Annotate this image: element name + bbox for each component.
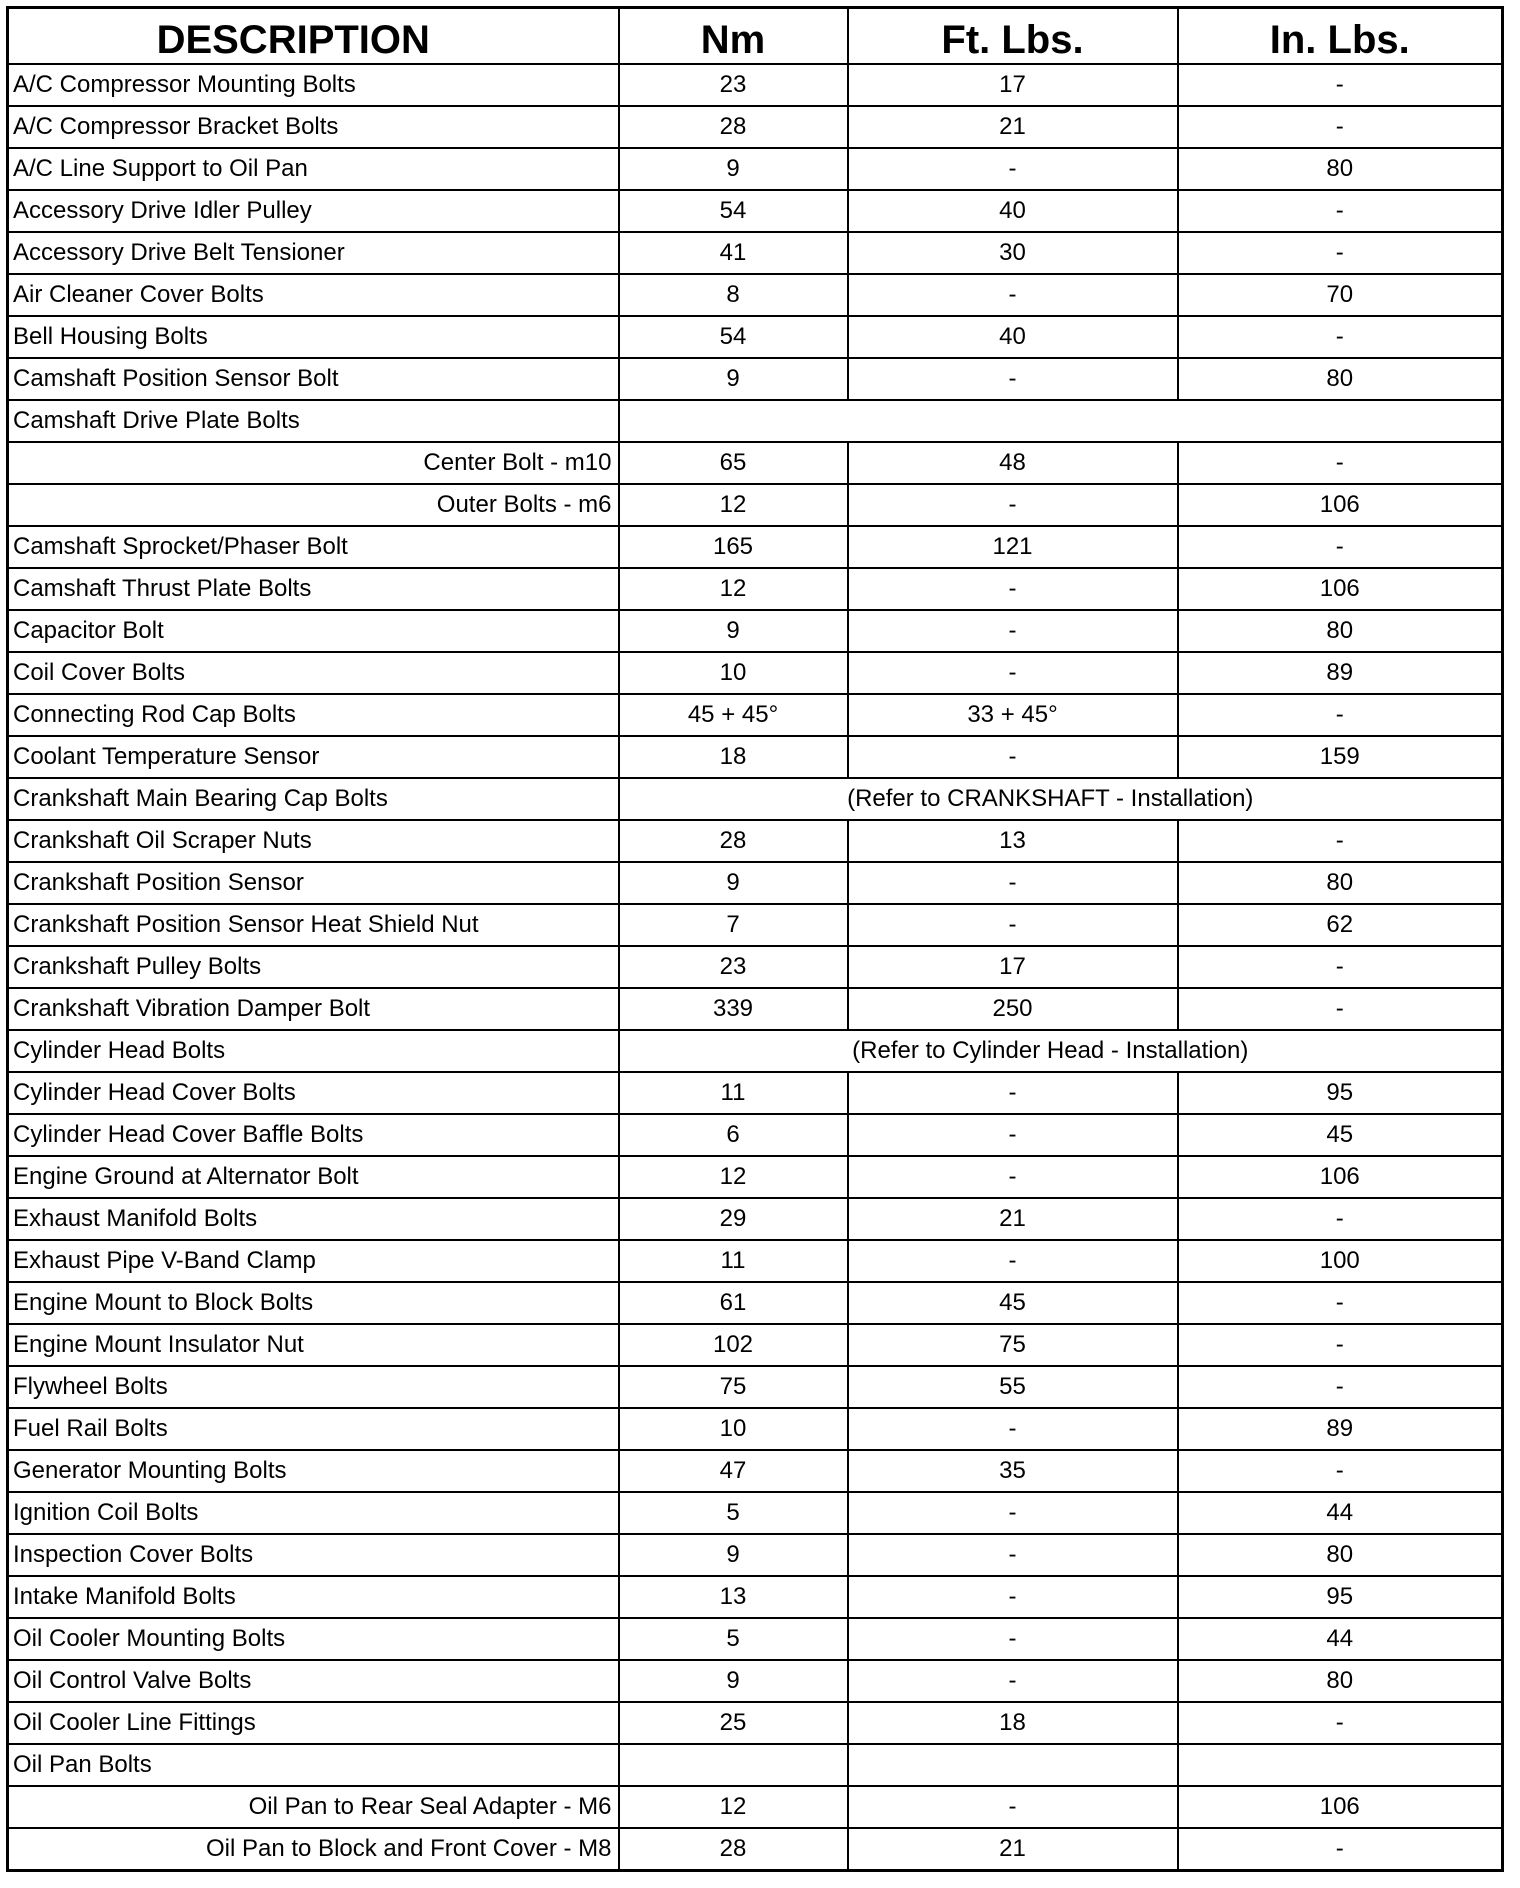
- nm-cell: 61: [619, 1282, 848, 1324]
- in-lbs-cell: 89: [1178, 652, 1503, 694]
- description-cell: Crankshaft Pulley Bolts: [8, 946, 619, 988]
- ft-lbs-cell: -: [848, 1576, 1178, 1618]
- description-cell: Camshaft Drive Plate Bolts: [8, 400, 619, 442]
- ft-lbs-cell: 17: [848, 64, 1178, 106]
- in-lbs-cell: -: [1178, 1198, 1503, 1240]
- ft-lbs-cell: -: [848, 1786, 1178, 1828]
- nm-cell: 65: [619, 442, 848, 484]
- nm-cell: 9: [619, 862, 848, 904]
- table-row: [8, 1114, 1503, 1156]
- in-lbs-cell: -: [1178, 1450, 1503, 1492]
- ft-lbs-cell: 30: [848, 232, 1178, 274]
- nm-cell: 25: [619, 1702, 848, 1744]
- ft-lbs-cell: 21: [848, 106, 1178, 148]
- table-row: [8, 1828, 1503, 1871]
- in-lbs-cell: 95: [1178, 1576, 1503, 1618]
- ft-lbs-cell: -: [848, 568, 1178, 610]
- in-lbs-cell: -: [1178, 190, 1503, 232]
- in-lbs-cell: 106: [1178, 484, 1503, 526]
- empty-cell: [619, 1744, 848, 1786]
- ft-lbs-cell: -: [848, 1156, 1178, 1198]
- description-cell: Oil Pan to Block and Front Cover - M8: [8, 1828, 619, 1871]
- nm-cell: 12: [619, 484, 848, 526]
- table-row: [8, 988, 1503, 1030]
- table-row: [8, 484, 1503, 526]
- ft-lbs-cell: 40: [848, 316, 1178, 358]
- in-lbs-cell: -: [1178, 232, 1503, 274]
- in-lbs-cell: 44: [1178, 1492, 1503, 1534]
- nm-cell: 18: [619, 736, 848, 778]
- ft-lbs-cell: 75: [848, 1324, 1178, 1366]
- nm-cell: 28: [619, 106, 848, 148]
- in-lbs-cell: -: [1178, 1282, 1503, 1324]
- in-lbs-cell: -: [1178, 64, 1503, 106]
- table-row: [8, 694, 1503, 736]
- table-row: [8, 1030, 1503, 1072]
- in-lbs-cell: 80: [1178, 862, 1503, 904]
- in-lbs-cell: -: [1178, 526, 1503, 568]
- nm-cell: 9: [619, 148, 848, 190]
- ft-lbs-cell: -: [848, 652, 1178, 694]
- description-cell: Camshaft Position Sensor Bolt: [8, 358, 619, 400]
- description-cell: Inspection Cover Bolts: [8, 1534, 619, 1576]
- description-cell: Oil Pan Bolts: [8, 1744, 619, 1786]
- nm-cell: 8: [619, 274, 848, 316]
- table-row: [8, 778, 1503, 820]
- ft-lbs-cell: 121: [848, 526, 1178, 568]
- table-row: [8, 1240, 1503, 1282]
- nm-cell: 102: [619, 1324, 848, 1366]
- header-row: [8, 8, 1503, 65]
- nm-cell: 23: [619, 946, 848, 988]
- table-row: [8, 568, 1503, 610]
- description-cell: Flywheel Bolts: [8, 1366, 619, 1408]
- description-cell: Crankshaft Vibration Damper Bolt: [8, 988, 619, 1030]
- description-cell: Ignition Coil Bolts: [8, 1492, 619, 1534]
- ft-lbs-cell: 48: [848, 442, 1178, 484]
- nm-cell: 11: [619, 1240, 848, 1282]
- description-cell: Oil Cooler Mounting Bolts: [8, 1618, 619, 1660]
- ft-lbs-cell: -: [848, 862, 1178, 904]
- description-cell: Camshaft Sprocket/Phaser Bolt: [8, 526, 619, 568]
- description-cell: Generator Mounting Bolts: [8, 1450, 619, 1492]
- description-cell: Oil Pan to Rear Seal Adapter - M6: [8, 1786, 619, 1828]
- table-row: [8, 232, 1503, 274]
- in-lbs-cell: -: [1178, 1828, 1503, 1871]
- ft-lbs-cell: -: [848, 1534, 1178, 1576]
- nm-cell: 6: [619, 1114, 848, 1156]
- nm-cell: 5: [619, 1492, 848, 1534]
- header-nm: Nm: [619, 8, 848, 65]
- in-lbs-cell: 80: [1178, 1534, 1503, 1576]
- ft-lbs-cell: -: [848, 484, 1178, 526]
- description-cell: Coil Cover Bolts: [8, 652, 619, 694]
- nm-cell: 7: [619, 904, 848, 946]
- table-body: [8, 64, 1503, 1871]
- table-row: [8, 862, 1503, 904]
- empty-cell: [619, 400, 1503, 442]
- table-row: [8, 1576, 1503, 1618]
- in-lbs-cell: -: [1178, 988, 1503, 1030]
- in-lbs-cell: 80: [1178, 1660, 1503, 1702]
- description-cell: Intake Manifold Bolts: [8, 1576, 619, 1618]
- empty-cell: [1178, 1744, 1503, 1786]
- table-row: [8, 1198, 1503, 1240]
- table-row: [8, 904, 1503, 946]
- empty-cell: [848, 1744, 1178, 1786]
- nm-cell: 12: [619, 568, 848, 610]
- in-lbs-cell: 45: [1178, 1114, 1503, 1156]
- nm-cell: 28: [619, 1828, 848, 1871]
- in-lbs-cell: -: [1178, 1366, 1503, 1408]
- description-cell: Connecting Rod Cap Bolts: [8, 694, 619, 736]
- description-cell: Oil Cooler Line Fittings: [8, 1702, 619, 1744]
- table-row: [8, 736, 1503, 778]
- in-lbs-cell: 106: [1178, 1156, 1503, 1198]
- description-cell: Exhaust Manifold Bolts: [8, 1198, 619, 1240]
- in-lbs-cell: 106: [1178, 568, 1503, 610]
- description-cell: Capacitor Bolt: [8, 610, 619, 652]
- in-lbs-cell: 159: [1178, 736, 1503, 778]
- table-row: [8, 1072, 1503, 1114]
- in-lbs-cell: 62: [1178, 904, 1503, 946]
- nm-cell: 9: [619, 1660, 848, 1702]
- nm-cell: 165: [619, 526, 848, 568]
- description-cell: Cylinder Head Bolts: [8, 1030, 619, 1072]
- nm-cell: 11: [619, 1072, 848, 1114]
- ft-lbs-cell: -: [848, 148, 1178, 190]
- nm-cell: 9: [619, 610, 848, 652]
- ft-lbs-cell: 40: [848, 190, 1178, 232]
- ft-lbs-cell: -: [848, 1660, 1178, 1702]
- description-cell: Engine Mount to Block Bolts: [8, 1282, 619, 1324]
- table-row: [8, 1660, 1503, 1702]
- table-row: [8, 358, 1503, 400]
- nm-cell: 9: [619, 1534, 848, 1576]
- in-lbs-cell: -: [1178, 106, 1503, 148]
- ft-lbs-cell: -: [848, 1492, 1178, 1534]
- header-in-lbs: In. Lbs.: [1178, 8, 1503, 65]
- nm-cell: 41: [619, 232, 848, 274]
- nm-cell: 54: [619, 316, 848, 358]
- table-row: [8, 1408, 1503, 1450]
- ft-lbs-cell: -: [848, 904, 1178, 946]
- description-cell: Accessory Drive Idler Pulley: [8, 190, 619, 232]
- nm-cell: 12: [619, 1156, 848, 1198]
- table-row: [8, 400, 1503, 442]
- description-cell: Camshaft Thrust Plate Bolts: [8, 568, 619, 610]
- table-row: [8, 1156, 1503, 1198]
- description-cell: Engine Ground at Alternator Bolt: [8, 1156, 619, 1198]
- header-ft-lbs: Ft. Lbs.: [848, 8, 1178, 65]
- description-cell: A/C Compressor Bracket Bolts: [8, 106, 619, 148]
- table-row: [8, 1702, 1503, 1744]
- table-row: [8, 610, 1503, 652]
- header-description: DESCRIPTION: [8, 8, 619, 65]
- ft-lbs-cell: -: [848, 1072, 1178, 1114]
- table-row: [8, 1744, 1503, 1786]
- table-row: [8, 64, 1503, 106]
- table-row: [8, 526, 1503, 568]
- nm-cell: 339: [619, 988, 848, 1030]
- in-lbs-cell: 44: [1178, 1618, 1503, 1660]
- ft-lbs-cell: 13: [848, 820, 1178, 862]
- description-cell: Crankshaft Position Sensor Heat Shield Nut: [8, 904, 619, 946]
- in-lbs-cell: 89: [1178, 1408, 1503, 1450]
- ft-lbs-cell: 250: [848, 988, 1178, 1030]
- ft-lbs-cell: -: [848, 274, 1178, 316]
- ft-lbs-cell: 21: [848, 1828, 1178, 1871]
- ft-lbs-cell: 33 + 45°: [848, 694, 1178, 736]
- description-cell: Center Bolt - m10: [8, 442, 619, 484]
- nm-cell: 47: [619, 1450, 848, 1492]
- description-cell: Crankshaft Position Sensor: [8, 862, 619, 904]
- nm-cell: 10: [619, 1408, 848, 1450]
- description-cell: Air Cleaner Cover Bolts: [8, 274, 619, 316]
- torque-spec-table: [6, 6, 1504, 1872]
- in-lbs-cell: -: [1178, 820, 1503, 862]
- nm-cell: 29: [619, 1198, 848, 1240]
- table-row: [8, 1366, 1503, 1408]
- ft-lbs-cell: -: [848, 610, 1178, 652]
- nm-cell: 54: [619, 190, 848, 232]
- reference-note-cell: (Refer to Cylinder Head - Installation): [619, 1030, 1503, 1072]
- reference-note-cell: (Refer to CRANKSHAFT - Installation): [619, 778, 1503, 820]
- table-row: [8, 1786, 1503, 1828]
- description-cell: Oil Control Valve Bolts: [8, 1660, 619, 1702]
- table-row: [8, 652, 1503, 694]
- ft-lbs-cell: -: [848, 358, 1178, 400]
- description-cell: Accessory Drive Belt Tensioner: [8, 232, 619, 274]
- in-lbs-cell: 80: [1178, 148, 1503, 190]
- table-row: [8, 316, 1503, 358]
- description-cell: Engine Mount Insulator Nut: [8, 1324, 619, 1366]
- description-cell: Bell Housing Bolts: [8, 316, 619, 358]
- table-row: [8, 190, 1503, 232]
- in-lbs-cell: 80: [1178, 358, 1503, 400]
- nm-cell: 45 + 45°: [619, 694, 848, 736]
- table-row: [8, 1324, 1503, 1366]
- table-row: [8, 1492, 1503, 1534]
- ft-lbs-cell: 17: [848, 946, 1178, 988]
- table-row: [8, 106, 1503, 148]
- in-lbs-cell: -: [1178, 1702, 1503, 1744]
- table-row: [8, 1282, 1503, 1324]
- in-lbs-cell: -: [1178, 946, 1503, 988]
- description-cell: Exhaust Pipe V-Band Clamp: [8, 1240, 619, 1282]
- ft-lbs-cell: 45: [848, 1282, 1178, 1324]
- description-cell: Cylinder Head Cover Baffle Bolts: [8, 1114, 619, 1156]
- in-lbs-cell: 95: [1178, 1072, 1503, 1114]
- nm-cell: 13: [619, 1576, 848, 1618]
- nm-cell: 5: [619, 1618, 848, 1660]
- in-lbs-cell: 70: [1178, 274, 1503, 316]
- in-lbs-cell: -: [1178, 1324, 1503, 1366]
- ft-lbs-cell: 55: [848, 1366, 1178, 1408]
- table-row: [8, 274, 1503, 316]
- description-cell: Outer Bolts - m6: [8, 484, 619, 526]
- ft-lbs-cell: -: [848, 1408, 1178, 1450]
- table-row: [8, 442, 1503, 484]
- in-lbs-cell: -: [1178, 442, 1503, 484]
- in-lbs-cell: -: [1178, 316, 1503, 358]
- description-cell: Coolant Temperature Sensor: [8, 736, 619, 778]
- description-cell: Crankshaft Main Bearing Cap Bolts: [8, 778, 619, 820]
- description-cell: Crankshaft Oil Scraper Nuts: [8, 820, 619, 862]
- description-cell: Fuel Rail Bolts: [8, 1408, 619, 1450]
- ft-lbs-cell: -: [848, 1240, 1178, 1282]
- in-lbs-cell: -: [1178, 694, 1503, 736]
- ft-lbs-cell: 18: [848, 1702, 1178, 1744]
- nm-cell: 12: [619, 1786, 848, 1828]
- nm-cell: 10: [619, 652, 848, 694]
- table-row: [8, 148, 1503, 190]
- ft-lbs-cell: 35: [848, 1450, 1178, 1492]
- description-cell: A/C Compressor Mounting Bolts: [8, 64, 619, 106]
- ft-lbs-cell: 21: [848, 1198, 1178, 1240]
- description-cell: Cylinder Head Cover Bolts: [8, 1072, 619, 1114]
- table-row: [8, 1534, 1503, 1576]
- table-row: [8, 820, 1503, 862]
- nm-cell: 9: [619, 358, 848, 400]
- nm-cell: 23: [619, 64, 848, 106]
- description-cell: A/C Line Support to Oil Pan: [8, 148, 619, 190]
- in-lbs-cell: 100: [1178, 1240, 1503, 1282]
- in-lbs-cell: 80: [1178, 610, 1503, 652]
- table-row: [8, 1450, 1503, 1492]
- ft-lbs-cell: -: [848, 736, 1178, 778]
- table-row: [8, 1618, 1503, 1660]
- table-row: [8, 946, 1503, 988]
- in-lbs-cell: 106: [1178, 1786, 1503, 1828]
- nm-cell: 28: [619, 820, 848, 862]
- nm-cell: 75: [619, 1366, 848, 1408]
- ft-lbs-cell: -: [848, 1114, 1178, 1156]
- ft-lbs-cell: -: [848, 1618, 1178, 1660]
